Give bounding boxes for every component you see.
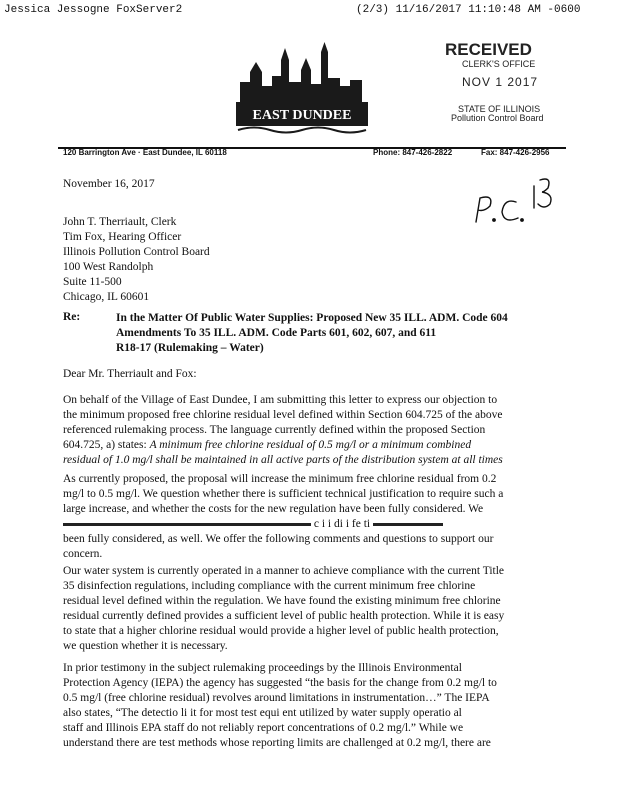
paragraph-4 (63, 661, 563, 751)
paragraph-line: staff and Illinois EPA staff do not reliably report concentrations of 0.2 mg/l.” While we (63, 722, 464, 734)
quoted-regulation-text: A minimum free chlorine residual of 0.5 mg/l or a minimum combined (149, 439, 472, 451)
letterhead-phone: Phone: 847-426-2822 (373, 148, 453, 157)
paragraph-line: 0.5 mg/l (free chlorine residual) revolves around limitations in instrumentation…” The IEPA (63, 692, 490, 704)
paragraph-line: 35 disinfection regulations, including compliance with the current minimum free chlorine (63, 580, 476, 592)
stamp-state: STATE OF ILLINOIS (458, 104, 541, 114)
stamp-board: Pollution Control Board (451, 113, 544, 123)
re-line-2: Amendments To 35 ILL. ADM. Code Parts 601, 602, 607, and 611 (116, 327, 437, 339)
stamp-clerk-office: CLERK'S OFFICE (462, 59, 536, 69)
text-run: c i i di i fe ti (313, 518, 371, 530)
fax-noise (373, 523, 443, 526)
re-line-1: In the Matter Of Public Water Supplies: Proposed New 35 ILL. ADM. Code 604 (116, 312, 508, 324)
paragraph-line: also states, “The detectio li it for most test equi ent utilized by water supply operatio al (63, 707, 462, 719)
paragraph-line: been fully considered, as well. We offer the following comments and questions to support our (63, 533, 494, 545)
paragraph-line: residual currently defined provides a sufficient level of public health protection. While it is easy (63, 610, 505, 622)
logo-text: EAST DUNDEE (252, 108, 352, 123)
handwritten-pc-note (470, 172, 560, 227)
paragraph-line: understand there are test methods whose reporting limits are challenged at 0.2 mg/l, there are (63, 737, 491, 749)
recipient-line-2: Tim Fox, Hearing Officer (63, 231, 182, 243)
fax-header-sender: Jessica Jessogne FoxServer2 (4, 4, 183, 16)
stamp-received: RECEIVED (445, 40, 532, 59)
paragraph-line: residual level defined within the regulation. We have found the existing minimum free chlorine (63, 595, 501, 607)
recipient-line-6: Chicago, IL 60601 (63, 291, 150, 303)
text-run: 604.725, a) states: (63, 439, 150, 451)
paragraph-1 (63, 393, 563, 468)
salutation: Dear Mr. Therriault and Fox: (63, 368, 197, 380)
recipient-line-5: Suite 11-500 (63, 276, 122, 288)
paragraph-line: Protection Agency (IEPA) the agency has suggested “the basis for the change from 0.2 mg/l to (63, 677, 497, 689)
stamp-date: NOV 1 2017 (462, 75, 539, 89)
re-line-3: R18-17 (Rulemaking – Water) (116, 342, 264, 354)
paragraph-line: As currently proposed, the proposal will increase the minimum free chlorine residual from 0.2 (63, 473, 497, 485)
recipient-line-4: 100 West Randolph (63, 261, 154, 273)
fax-header-timestamp: (2/3) 11/16/2017 11:10:48 AM -0600 (356, 4, 581, 16)
recipient-line-3: Illinois Pollution Control Board (63, 246, 210, 258)
paragraph-line: we question whether it is necessary. (63, 640, 228, 652)
paragraph-line: to state that a higher chlorine residual would provide a higher level of public health protection, (63, 625, 499, 637)
paragraph-line: Our water system is currently operated in a manner to achieve compliance with the current Title (63, 565, 505, 577)
recipient-line-1: John T. Therriault, Clerk (63, 216, 177, 228)
paragraph-line-garbled (63, 517, 563, 532)
paragraph-line: referenced rulemaking process. The language currently defined within the proposed Section (63, 424, 486, 436)
quoted-regulation-text: residual of 1.0 mg/l shall be maintained in all active parts of the distribution system at all times (63, 454, 503, 466)
letterhead-address: 120 Barrington Ave · East Dundee, IL 60118 (63, 148, 227, 157)
paragraph-line: In prior testimony in the subject rulemaking proceedings by the Illinois Environmental (63, 662, 462, 674)
letterhead-fax: Fax: 847-426-2956 (481, 148, 550, 157)
re-label: Re: (63, 311, 81, 323)
letter-date: November 16, 2017 (63, 178, 155, 190)
paragraph-line: On behalf of the Village of East Dundee, I am submitting this letter to express our objection to (63, 394, 498, 406)
paragraph-3 (63, 564, 563, 654)
east-dundee-logo (236, 42, 368, 134)
paragraph-line: mg/l to 0.5 mg/l. We question whether there is sufficient technical justification to require such a (63, 488, 504, 500)
fax-noise (63, 523, 311, 526)
paragraph-line (63, 438, 563, 453)
paragraph-2 (63, 472, 563, 562)
paragraph-line: the minimum proposed free chlorine residual level defined within Section 604.725 of the above (63, 409, 503, 421)
paragraph-line: concern. (63, 548, 103, 560)
paragraph-line: large increase, and whether the costs for the new regulation have been fully considered. We (63, 503, 484, 515)
